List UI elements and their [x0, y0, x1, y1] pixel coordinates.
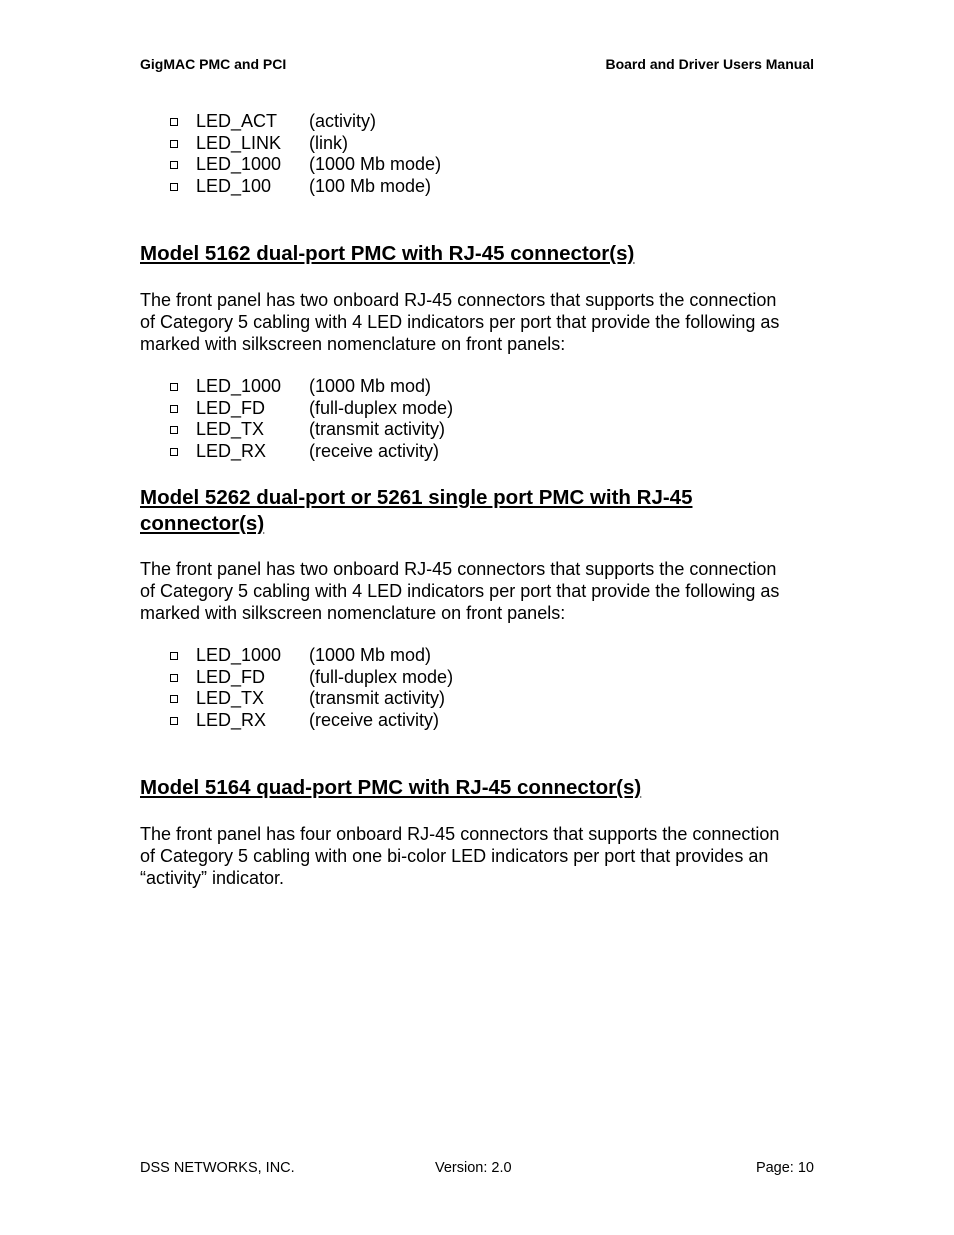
led-list-5262: [140, 645, 814, 732]
footer-company: DSS NETWORKS, INC.: [140, 1160, 295, 1176]
checkbox-bullet-icon: [170, 695, 178, 703]
section-heading-5164-wrap: [140, 775, 814, 801]
section-5164-paragraph: The front panel has four onboard RJ-45 connectors that supports the connection of Category 5 cabling with one bi-color LED indicators per port that provides an “activity” indicator.: [140, 824, 780, 888]
section-heading-5162: Model 5162 dual-port PMC with RJ-45 connector(s): [140, 242, 635, 265]
checkbox-bullet-icon: [170, 183, 178, 191]
section-5262-paragraph: The front panel has two onboard RJ-45 connectors that supports the connection of Category 5 cabling with 4 LED indicators per port that provide the following as marked with silkscreen nomenclature on front panels:: [140, 559, 780, 623]
page-header: [140, 56, 814, 76]
checkbox-bullet-icon: [170, 674, 178, 682]
list-item: LED_1000 (1000 Mb mode): [140, 154, 814, 176]
checkbox-bullet-icon: [170, 140, 178, 148]
led-list-5162: [140, 376, 814, 463]
list-item: LED_TX (transmit activity): [140, 688, 814, 710]
list-item: LED_RX (receive activity): [140, 710, 814, 732]
page-footer: [140, 1160, 814, 1180]
list-item: LED_LINK (link): [140, 133, 814, 155]
footer-version: Version: 2.0: [435, 1160, 512, 1176]
list-item: LED_FD (full-duplex mode): [140, 398, 814, 420]
led-list-top: [140, 111, 814, 198]
checkbox-bullet-icon: [170, 383, 178, 391]
section-5162-paragraph: The front panel has two onboard RJ-45 connectors that supports the connection of Category 5 cabling with 4 LED indicators per port that provide the following as marked with silkscreen nomenclature on front panels:: [140, 290, 780, 354]
checkbox-bullet-icon: [170, 426, 178, 434]
footer-page-number: Page: 10: [755, 1160, 814, 1176]
checkbox-bullet-icon: [170, 118, 178, 126]
list-item: LED_TX (transmit activity): [140, 419, 814, 441]
list-item: LED_1000 (1000 Mb mod): [140, 645, 814, 667]
list-item: LED_100 (100 Mb mode): [140, 176, 814, 198]
header-manual-title: Board and Driver Users Manual: [605, 56, 814, 72]
section-heading-5164: Model 5164 quad-port PMC with RJ-45 connector(s): [140, 776, 642, 799]
header-product-title: GigMAC PMC and PCI: [140, 56, 287, 72]
list-item: LED_FD (full-duplex mode): [140, 667, 814, 689]
section-heading-5262: Model 5262 dual-port or 5261 single port PMC with RJ-45 connector(s): [140, 486, 693, 535]
checkbox-bullet-icon: [170, 161, 178, 169]
section-heading-5162-wrap: [140, 241, 814, 267]
list-item: LED_1000 (1000 Mb mod): [140, 376, 814, 398]
checkbox-bullet-icon: [170, 448, 178, 456]
list-item: LED_RX (receive activity): [140, 441, 814, 463]
section-heading-5262-wrap: [140, 485, 814, 536]
checkbox-bullet-icon: [170, 652, 178, 660]
checkbox-bullet-icon: [170, 405, 178, 413]
list-item: LED_ACT (activity): [140, 111, 814, 133]
checkbox-bullet-icon: [170, 717, 178, 725]
